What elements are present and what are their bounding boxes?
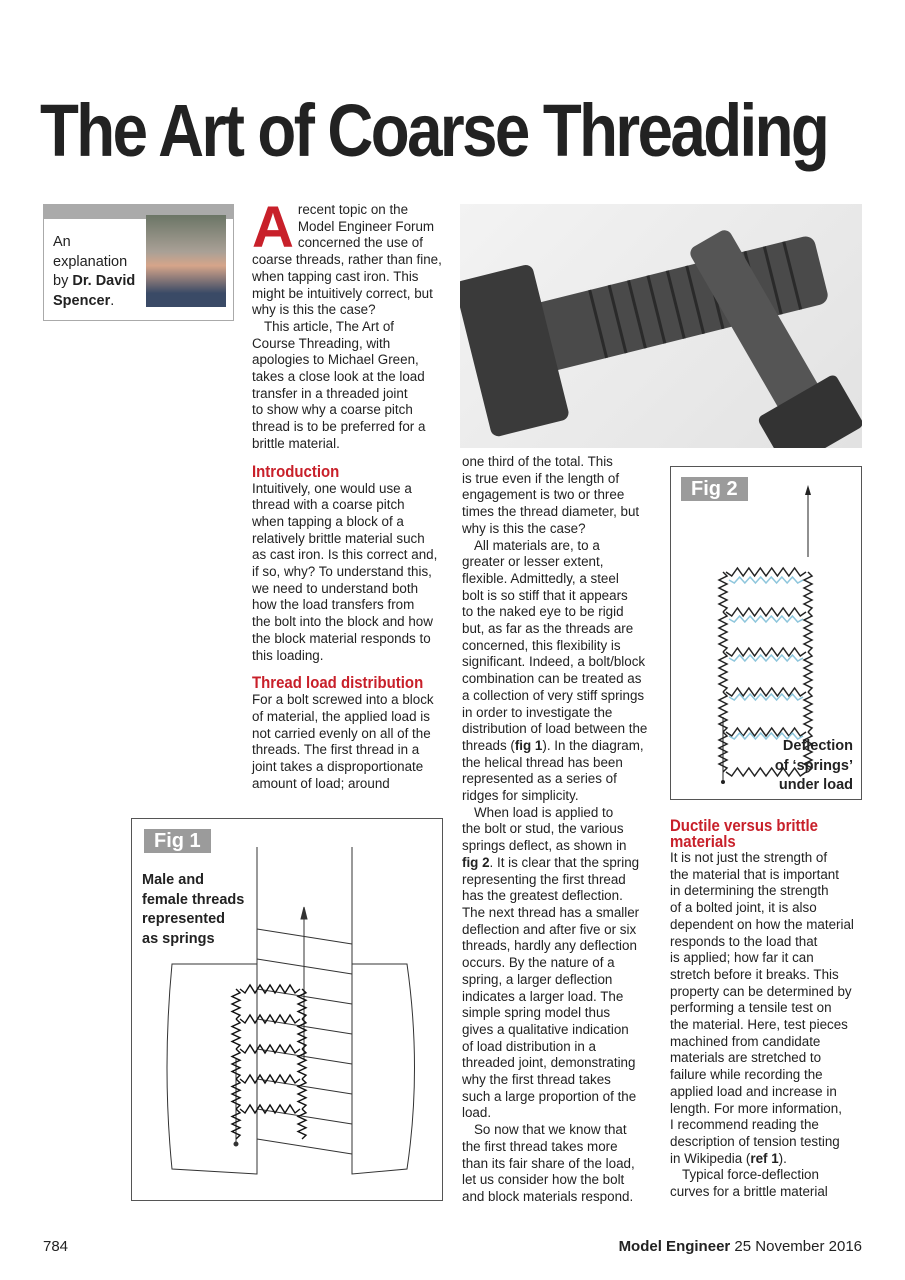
text-line: is true even if the length of — [462, 470, 620, 486]
spring-icon — [726, 568, 806, 576]
text-line: of a bolted joint, it is also — [670, 900, 817, 916]
spring-icon — [804, 652, 812, 692]
text-line: might be intuitively correct, but — [252, 285, 433, 301]
text-line: how the load transfers from — [252, 597, 415, 613]
text-line: distribution of load between the — [462, 721, 648, 737]
text-line: and block materials respond. — [462, 1188, 634, 1204]
caption-line: of ‘springs’ — [774, 757, 853, 774]
text-line: one third of the total. This — [462, 454, 613, 469]
text-line: The next thread has a smaller — [462, 904, 640, 920]
text-line: It is not just the strength of — [670, 850, 828, 865]
text-line: threads (fig 1). In the diagram, — [462, 737, 644, 753]
text-line: responds to the load that — [670, 933, 818, 949]
heading-ductile — [670, 818, 842, 850]
paragraph — [670, 1167, 865, 1200]
heading-introduction: Introduction — [252, 461, 340, 481]
text-line: concerned, this flexibility is — [462, 637, 621, 653]
text-line: When load is applied to — [474, 804, 614, 820]
drop-cap: A — [252, 195, 294, 260]
text-line: length. For more information, — [670, 1100, 842, 1116]
text-line: relatively brittle material such — [252, 530, 425, 546]
text-line: bolt is so stiff that it appears — [462, 587, 628, 603]
text-line: in order to investigate the — [462, 704, 613, 720]
page-number: 784 — [43, 1238, 69, 1255]
text-line: greater or lesser extent, — [462, 554, 604, 570]
text-line: when tapping a block of a — [252, 513, 404, 529]
text-line: coarse threads, rather than fine, — [252, 252, 442, 268]
text-line: thread with a coarse pitch — [252, 497, 405, 513]
text-line: failure while recording the — [670, 1067, 823, 1083]
text-line: representing the first thread — [462, 871, 626, 887]
text-line: stretch before it breaks. This — [670, 966, 839, 982]
paragraph — [462, 1122, 657, 1206]
text-line: takes a close look at the load — [252, 369, 425, 385]
text-line: times the thread diameter, but — [462, 504, 640, 520]
text-line: not carried evenly on all of the — [252, 725, 431, 741]
figure-caption — [775, 737, 853, 796]
text-line: if so, why? To understand this, — [252, 564, 432, 580]
text-line: combination can be treated as — [462, 671, 642, 687]
paragraph — [252, 319, 442, 453]
text-line: threads. The first thread in a — [252, 742, 420, 758]
caption-line: Male and — [142, 872, 205, 888]
text-line: deflection and after five or six — [462, 921, 637, 937]
text-line: ridges for simplicity. — [462, 788, 579, 804]
author-name: Spencer — [53, 292, 111, 309]
text-line: of load distribution in a — [462, 1038, 596, 1054]
paragraph — [462, 805, 657, 1122]
text-line: the material that is important — [670, 866, 839, 882]
article-title: The Art of Coarse Threading — [40, 89, 828, 172]
text-line: to show why a coarse pitch — [252, 402, 413, 418]
spring-icon — [298, 1109, 306, 1139]
figure-label: Fig 2 — [681, 477, 748, 501]
text-line: when tapping cast iron. This — [252, 268, 419, 284]
bolts-photo — [460, 204, 862, 448]
caption-line: represented — [142, 911, 226, 927]
figure-1 — [131, 818, 443, 1201]
text-line: concerned the use of — [297, 235, 423, 251]
text-line: to the naked eye to be rigid — [462, 604, 624, 620]
column-1 — [252, 195, 442, 793]
spring-icon — [240, 1075, 300, 1083]
text-line: this loading. — [252, 647, 324, 663]
text-line: threads, hardly any deflection — [462, 938, 637, 954]
text-line: is applied; how far it can — [670, 950, 814, 966]
text-line: Model Engineer Forum — [297, 218, 435, 234]
text-line: dependent on how the material — [670, 916, 854, 932]
text-line: property can be determined by — [670, 983, 852, 999]
author-by: by — [53, 273, 73, 289]
text-line: I recommend reading the — [670, 1117, 819, 1133]
issue-date: 25 November 2016 — [730, 1238, 862, 1255]
spring-icon — [719, 692, 727, 732]
text-line: a collection of very stiff springs — [462, 687, 645, 703]
text-line: the helical thread has been — [462, 754, 623, 770]
paragraph — [252, 481, 442, 665]
text-line: fig 2. It is clear that the spring — [462, 854, 640, 870]
spring-icon — [298, 1049, 306, 1079]
bolts-illustration — [460, 204, 862, 448]
text-line: flexible. Admittedly, a steel — [462, 570, 619, 586]
text-line: joint takes a disproportionate — [252, 759, 424, 775]
text-line: So now that we know that — [474, 1122, 627, 1138]
text-line: spring, a larger deflection — [462, 971, 613, 987]
caption-line: as springs — [142, 930, 215, 947]
author-period: . — [110, 292, 115, 309]
spring-icon — [232, 1019, 240, 1049]
text-line: springs deflect, as shown in — [462, 838, 627, 854]
paragraph — [462, 538, 657, 805]
text-line: description of tension testing — [670, 1133, 840, 1149]
text-line: curves for a brittle material — [670, 1184, 828, 1200]
magazine-name: Model Engineer — [618, 1238, 731, 1255]
spring-icon — [804, 692, 812, 732]
text-line: indicates a larger load. The — [462, 988, 624, 1004]
text-line: amount of load; around — [252, 775, 390, 791]
author-photo — [146, 215, 226, 307]
spring-icon — [240, 1015, 300, 1023]
text-line: For a bolt screwed into a block — [252, 692, 434, 708]
text-line: why the first thread takes — [462, 1072, 611, 1088]
author-box — [43, 204, 234, 321]
text-line: recent topic on the — [297, 202, 409, 217]
text-line: Intuitively, one would use a — [252, 480, 412, 496]
text-line: This article, The Art of — [264, 318, 394, 334]
spring-icon — [804, 572, 812, 612]
thread-spring-diagram — [132, 819, 442, 1199]
author-credit — [53, 233, 135, 311]
column-3 — [670, 818, 865, 1201]
text-line: occurs. By the nature of a — [462, 955, 615, 971]
text-line: the bolt or stud, the various — [462, 821, 624, 837]
text-line: thread is to be preferred for a — [252, 419, 426, 435]
spring-icon — [719, 572, 727, 612]
author-line: An — [53, 234, 71, 250]
text-line: such a large proportion of the — [462, 1088, 637, 1104]
text-line: performing a tensile test on — [670, 1000, 832, 1016]
heading-line: materials — [670, 832, 736, 851]
spring-icon — [726, 648, 806, 656]
caption-line: female threads — [142, 891, 245, 908]
spring-icon — [240, 1105, 300, 1113]
column-2 — [462, 454, 657, 1206]
spring-icon — [298, 1079, 306, 1109]
text-line: All materials are, to a — [474, 537, 600, 553]
text-line: of material, the applied load is — [252, 708, 430, 724]
text-line: machined from candidate — [670, 1033, 821, 1049]
spring-icon — [240, 985, 300, 993]
text-line: why is this the case? — [462, 520, 586, 536]
spring-icon — [719, 612, 727, 652]
spring-icon — [232, 989, 240, 1019]
caption-line: under load — [778, 777, 853, 793]
paragraph — [670, 850, 865, 1167]
text-line: in Wikipedia (ref 1). — [670, 1150, 787, 1166]
figure-label: Fig 1 — [144, 829, 211, 853]
text-line: transfer in a threaded joint — [252, 385, 408, 401]
spring-icon — [298, 989, 306, 1019]
text-line: Typical force-deflection — [682, 1167, 819, 1183]
text-line: significant. Indeed, a bolt/block — [462, 654, 646, 670]
author-name: Dr. David — [72, 273, 136, 289]
text-line: engagement is two or three — [462, 487, 625, 503]
text-line: the block material responds to — [252, 630, 431, 646]
text-line: applied load and increase in — [670, 1083, 837, 1099]
text-line: in determining the strength — [670, 883, 829, 899]
spring-icon — [804, 612, 812, 652]
text-line: load. — [462, 1105, 492, 1121]
figure-2 — [670, 466, 862, 800]
heading-thread-load: Thread load distribution — [252, 673, 424, 693]
text-line: Course Threading, with — [252, 335, 391, 351]
text-line: represented as a series of — [462, 771, 617, 787]
text-line: than its fair share of the load, — [462, 1155, 635, 1171]
text-line: we need to understand both — [252, 580, 419, 596]
text-line: gives a qualitative indication — [462, 1021, 629, 1037]
text-line: but, as far as the threads are — [462, 621, 634, 637]
caption-line: Deflection — [782, 738, 853, 754]
text-line: has the greatest deflection. — [462, 888, 623, 904]
text-line: as cast iron. Is this correct and, — [252, 547, 438, 563]
text-line: brittle material. — [252, 435, 340, 451]
text-line: the first thread takes more — [462, 1138, 618, 1154]
heading-line: Ductile versus brittle — [670, 816, 818, 835]
author-line: explanation — [53, 253, 128, 270]
text-line: threaded joint, demonstrating — [462, 1055, 636, 1071]
spring-icon — [298, 1019, 306, 1049]
footer-publication — [619, 1238, 862, 1255]
paragraph — [252, 692, 442, 792]
text-line: why is this the case? — [252, 302, 376, 318]
text-line: simple spring model thus — [462, 1005, 611, 1021]
text-line: the bolt into the block and how — [252, 614, 433, 630]
paragraph — [462, 454, 657, 538]
spring-icon — [719, 652, 727, 692]
text-line: apologies to Michael Green, — [252, 352, 419, 368]
text-line: materials are stretched to — [670, 1050, 822, 1066]
spring-icon — [726, 608, 806, 616]
text-line: let us consider how the bolt — [462, 1172, 625, 1188]
spring-icon — [240, 1045, 300, 1053]
text-line: the material. Here, test pieces — [670, 1017, 848, 1033]
deflected-spring-icon — [729, 577, 803, 583]
